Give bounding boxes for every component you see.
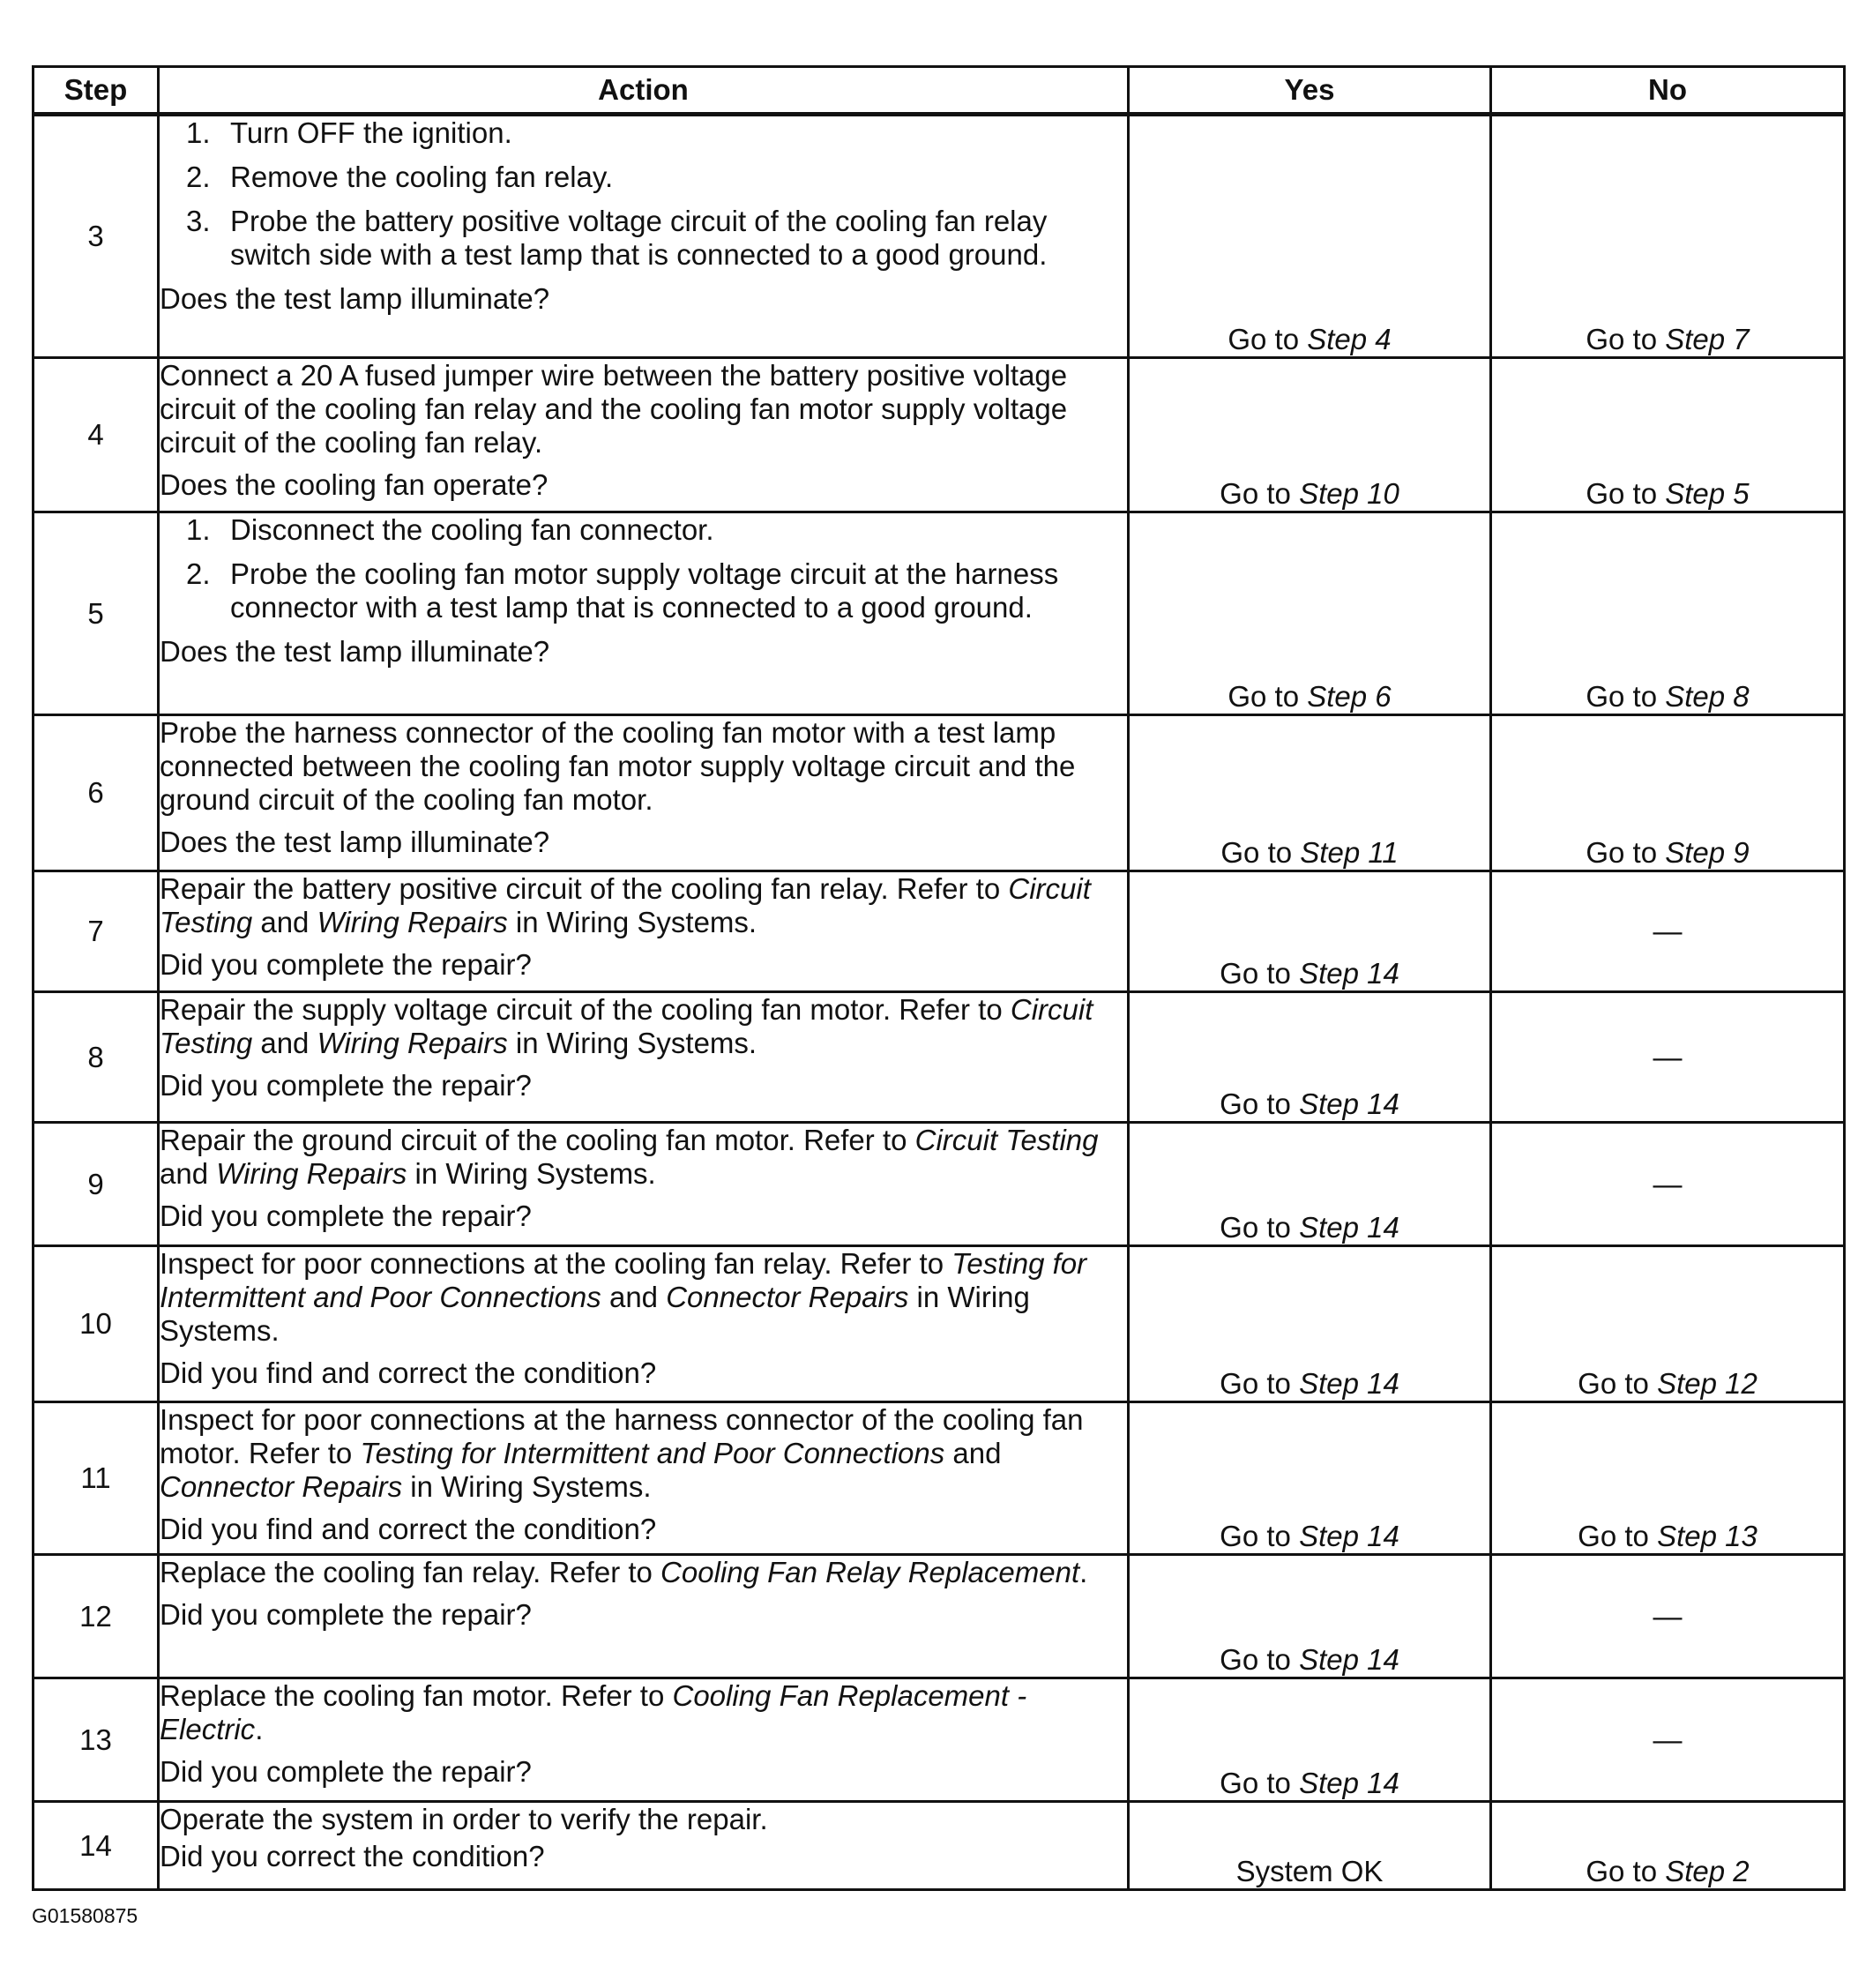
substep-list — [160, 513, 1127, 624]
goto-prefix: Go to — [1220, 1643, 1300, 1676]
action-cell — [159, 358, 1129, 512]
substep-list — [160, 116, 1127, 272]
action-question: Does the test lamp illuminate? — [160, 282, 550, 315]
table-row — [34, 512, 1845, 715]
step-number: 5 — [34, 512, 159, 715]
action-question: Did you complete the repair? — [160, 1598, 532, 1631]
reference-title: Connector Repairs — [160, 1470, 403, 1503]
action-text — [160, 1679, 1127, 1746]
substep-item — [160, 116, 1127, 150]
goto-link — [1586, 477, 1749, 510]
yes-cell — [1129, 992, 1491, 1123]
action-text-part: Repair the ground circuit of the cooling fan motor. Refer to — [160, 1124, 915, 1156]
reference-title: Cooling Fan Relay Replacement — [660, 1556, 1080, 1588]
reference-title: Testing for Intermittent and Poor Connections — [160, 1247, 1087, 1313]
step-reference: Step 10 — [1299, 477, 1399, 510]
step-reference: Step 8 — [1665, 680, 1750, 713]
action-text-part: in Wiring Systems. — [507, 906, 757, 938]
table-row — [34, 358, 1845, 512]
reference-title: Testing for Intermittent and Poor Connections — [360, 1437, 945, 1469]
substep-item — [160, 557, 1127, 624]
step-reference: Step 9 — [1665, 836, 1750, 869]
no-cell — [1491, 992, 1845, 1123]
yes-cell — [1129, 1802, 1491, 1890]
action-text-part: in Wiring Systems. — [402, 1470, 652, 1503]
action-cell — [159, 871, 1129, 992]
action-text — [160, 1556, 1127, 1589]
step-number: 6 — [34, 715, 159, 871]
action-text-part: . — [255, 1713, 264, 1745]
action-text: Operate the system in order to verify the repair. — [160, 1803, 768, 1835]
header-step: Step — [34, 67, 159, 115]
table-row — [34, 992, 1845, 1123]
action-text-part: . — [1079, 1556, 1088, 1588]
substep-text: Turn OFF the ignition. — [230, 116, 512, 149]
header-row — [34, 67, 1845, 115]
action-text — [160, 1403, 1127, 1504]
goto-prefix: Go to — [1220, 1367, 1300, 1400]
diagnostic-table — [32, 65, 1846, 1891]
yes-result: System OK — [1235, 1855, 1384, 1887]
action-text-part: and — [160, 1157, 217, 1190]
action-question: Does the test lamp illuminate? — [160, 826, 550, 858]
step-number: 3 — [34, 115, 159, 358]
step-reference: Step 14 — [1299, 1643, 1399, 1676]
goto-link — [1220, 1087, 1399, 1120]
goto-prefix: Go to — [1578, 1520, 1658, 1552]
yes-cell — [1129, 715, 1491, 871]
step-reference: Step 12 — [1657, 1367, 1757, 1400]
goto-link — [1228, 323, 1391, 355]
step-number: 4 — [34, 358, 159, 512]
reference-title: Circuit Testing — [160, 993, 1093, 1059]
step-reference: Step 14 — [1299, 1211, 1399, 1244]
reference-title: Connector Repairs — [666, 1281, 909, 1313]
yes-cell — [1129, 871, 1491, 992]
goto-link — [1220, 1211, 1399, 1244]
step-number: 11 — [34, 1402, 159, 1555]
goto-link — [1586, 680, 1749, 713]
reference-title: Wiring Repairs — [317, 906, 508, 938]
step-reference: Step 6 — [1307, 680, 1392, 713]
substep-number: 2. — [186, 557, 211, 590]
step-number: 7 — [34, 871, 159, 992]
no-cell — [1491, 512, 1845, 715]
action-text-part: Replace the cooling fan motor. Refer to — [160, 1679, 673, 1712]
substep-text: Probe the battery positive voltage circuit of the cooling fan relay switch side with a test lamp that is connected to a good ground. — [230, 205, 1048, 271]
action-text-part: and — [601, 1281, 667, 1313]
step-reference: Step 4 — [1307, 323, 1392, 355]
no-cell — [1491, 1555, 1845, 1678]
table-row — [34, 1246, 1845, 1402]
goto-prefix: Go to — [1586, 680, 1666, 713]
step-reference: Step 14 — [1299, 1087, 1399, 1120]
yes-cell — [1129, 1402, 1491, 1555]
action-text-part: Inspect for poor connections at the harness connector of the cooling fan motor. Refer to — [160, 1403, 1084, 1469]
action-text-part: Repair the battery positive circuit of the cooling fan relay. Refer to — [160, 872, 1009, 905]
action-text — [160, 1247, 1127, 1348]
goto-prefix: Go to — [1220, 836, 1301, 869]
reference-title: Circuit Testing — [914, 1124, 1099, 1156]
step-reference: Step 14 — [1299, 1520, 1399, 1552]
goto-link — [1220, 477, 1399, 510]
substep-number: 1. — [186, 116, 211, 149]
goto-link — [1228, 680, 1391, 713]
step-number: 10 — [34, 1246, 159, 1402]
step-reference: Step 13 — [1657, 1520, 1757, 1552]
action-text-part: in Wiring Systems. — [507, 1027, 757, 1059]
step-reference: Step 11 — [1300, 836, 1399, 869]
action-text-part: and — [944, 1437, 1002, 1469]
reference-title: Cooling Fan Replacement - Electric — [160, 1679, 1027, 1745]
substep-number: 1. — [186, 513, 211, 546]
action-text-part: and — [252, 1027, 317, 1059]
action-cell — [159, 115, 1129, 358]
no-action-dash: — — [1653, 1040, 1683, 1073]
step-number: 14 — [34, 1802, 159, 1890]
action-question: Did you correct the condition? — [160, 1840, 545, 1872]
action-question: Does the cooling fan operate? — [160, 468, 548, 501]
no-cell — [1491, 1402, 1845, 1555]
no-cell — [1491, 115, 1845, 358]
substep-item — [160, 513, 1127, 547]
goto-prefix: Go to — [1220, 1520, 1300, 1552]
substep-item — [160, 161, 1127, 194]
table-row — [34, 1802, 1845, 1890]
goto-prefix: Go to — [1220, 957, 1300, 990]
no-cell — [1491, 1123, 1845, 1246]
step-reference: Step 5 — [1665, 477, 1750, 510]
substep-text: Disconnect the cooling fan connector. — [230, 513, 714, 546]
yes-cell — [1129, 358, 1491, 512]
goto-link — [1578, 1520, 1757, 1552]
goto-prefix: Go to — [1586, 477, 1666, 510]
table-row — [34, 1402, 1845, 1555]
goto-link — [1586, 836, 1749, 869]
header-no: No — [1491, 67, 1845, 115]
goto-prefix: Go to — [1228, 680, 1308, 713]
goto-prefix: Go to — [1578, 1367, 1658, 1400]
substep-item — [160, 205, 1127, 272]
action-question: Did you complete the repair? — [160, 948, 532, 981]
action-cell — [159, 1678, 1129, 1802]
table-row — [34, 715, 1845, 871]
step-reference: Step 7 — [1665, 323, 1750, 355]
action-question: Did you complete the repair? — [160, 1755, 532, 1788]
substep-number: 2. — [186, 161, 211, 193]
table-row — [34, 1123, 1845, 1246]
goto-link — [1220, 1643, 1399, 1676]
reference-title: Wiring Repairs — [216, 1157, 407, 1190]
no-cell — [1491, 1246, 1845, 1402]
action-question: Did you find and correct the condition? — [160, 1356, 657, 1389]
yes-cell — [1129, 1246, 1491, 1402]
action-text-part: and — [252, 906, 317, 938]
substep-text: Remove the cooling fan relay. — [230, 161, 614, 193]
step-reference: Step 14 — [1299, 1767, 1399, 1799]
yes-cell — [1129, 1678, 1491, 1802]
no-cell — [1491, 1802, 1845, 1890]
no-cell — [1491, 358, 1845, 512]
action-question: Did you find and correct the condition? — [160, 1513, 657, 1545]
action-cell — [159, 1123, 1129, 1246]
step-reference: Step 2 — [1665, 1855, 1750, 1887]
action-text-part: Replace the cooling fan relay. Refer to — [160, 1556, 661, 1588]
goto-prefix: Go to — [1586, 836, 1666, 869]
step-number: 8 — [34, 992, 159, 1123]
action-text-part: in Wiring Systems. — [407, 1157, 656, 1190]
goto-link — [1220, 1367, 1399, 1400]
substep-number: 3. — [186, 205, 211, 237]
action-cell — [159, 992, 1129, 1123]
goto-prefix: Go to — [1220, 477, 1300, 510]
yes-cell — [1129, 1123, 1491, 1246]
goto-prefix: Go to — [1220, 1087, 1300, 1120]
figure-id: G01580875 — [32, 1904, 138, 1927]
step-number: 13 — [34, 1678, 159, 1802]
goto-link — [1220, 957, 1399, 990]
goto-link — [1586, 1855, 1749, 1887]
no-action-dash: — — [1653, 915, 1683, 947]
action-text-part: in Wiring Systems. — [160, 1281, 1030, 1347]
action-question: Did you complete the repair? — [160, 1069, 532, 1102]
yes-cell — [1129, 115, 1491, 358]
goto-link — [1220, 836, 1398, 869]
no-cell — [1491, 715, 1845, 871]
table-row — [34, 1555, 1845, 1678]
action-text — [160, 872, 1127, 939]
header-yes: Yes — [1129, 67, 1491, 115]
step-number: 12 — [34, 1555, 159, 1678]
action-cell — [159, 1555, 1129, 1678]
reference-title: Wiring Repairs — [317, 1027, 508, 1059]
goto-prefix: Go to — [1220, 1211, 1300, 1244]
action-text — [160, 993, 1127, 1060]
yes-cell — [1129, 1555, 1491, 1678]
table-row — [34, 115, 1845, 358]
goto-prefix: Go to — [1586, 323, 1666, 355]
goto-link — [1586, 323, 1749, 355]
no-cell — [1491, 1678, 1845, 1802]
step-reference: Step 14 — [1299, 957, 1399, 990]
no-action-dash: — — [1653, 1599, 1683, 1633]
action-text — [160, 1124, 1127, 1191]
no-action-dash: — — [1653, 1167, 1683, 1200]
table-row — [34, 871, 1845, 992]
table-body — [34, 115, 1845, 1890]
action-cell — [159, 1402, 1129, 1555]
no-action-dash: — — [1653, 1723, 1683, 1756]
action-question: Does the test lamp illuminate? — [160, 635, 550, 668]
table-row — [34, 1678, 1845, 1802]
goto-prefix: Go to — [1228, 323, 1308, 355]
yes-cell — [1129, 512, 1491, 715]
action-cell — [159, 1246, 1129, 1402]
substep-text: Probe the cooling fan motor supply voltage circuit at the harness connector with a test lamp that is connected to a good ground. — [230, 557, 1059, 624]
step-number: 9 — [34, 1123, 159, 1246]
goto-link — [1578, 1367, 1757, 1400]
step-reference: Step 14 — [1299, 1367, 1399, 1400]
goto-prefix: Go to — [1220, 1767, 1300, 1799]
action-cell — [159, 715, 1129, 871]
action-cell — [159, 512, 1129, 715]
action-cell — [159, 1802, 1129, 1890]
action-text-part: Inspect for poor connections at the cooling fan relay. Refer to — [160, 1247, 952, 1280]
action-text: Probe the harness connector of the cooling fan motor with a test lamp connected between the cooling fan motor supply voltage circuit and the ground circuit of the cooling fan motor. — [160, 716, 1076, 816]
goto-prefix: Go to — [1586, 1855, 1666, 1887]
reference-title: Circuit Testing — [160, 872, 1091, 938]
action-text-part: Repair the supply voltage circuit of the cooling fan motor. Refer to — [160, 993, 1011, 1026]
action-text: Connect a 20 A fused jumper wire between the battery positive voltage circuit of the cooling fan relay and the cooling fan motor supply voltage circuit of the cooling fan relay. — [160, 359, 1068, 459]
action-question: Did you complete the repair? — [160, 1200, 532, 1232]
header-action: Action — [159, 67, 1129, 115]
goto-link — [1220, 1767, 1399, 1799]
no-cell — [1491, 871, 1845, 992]
goto-link — [1220, 1520, 1399, 1552]
